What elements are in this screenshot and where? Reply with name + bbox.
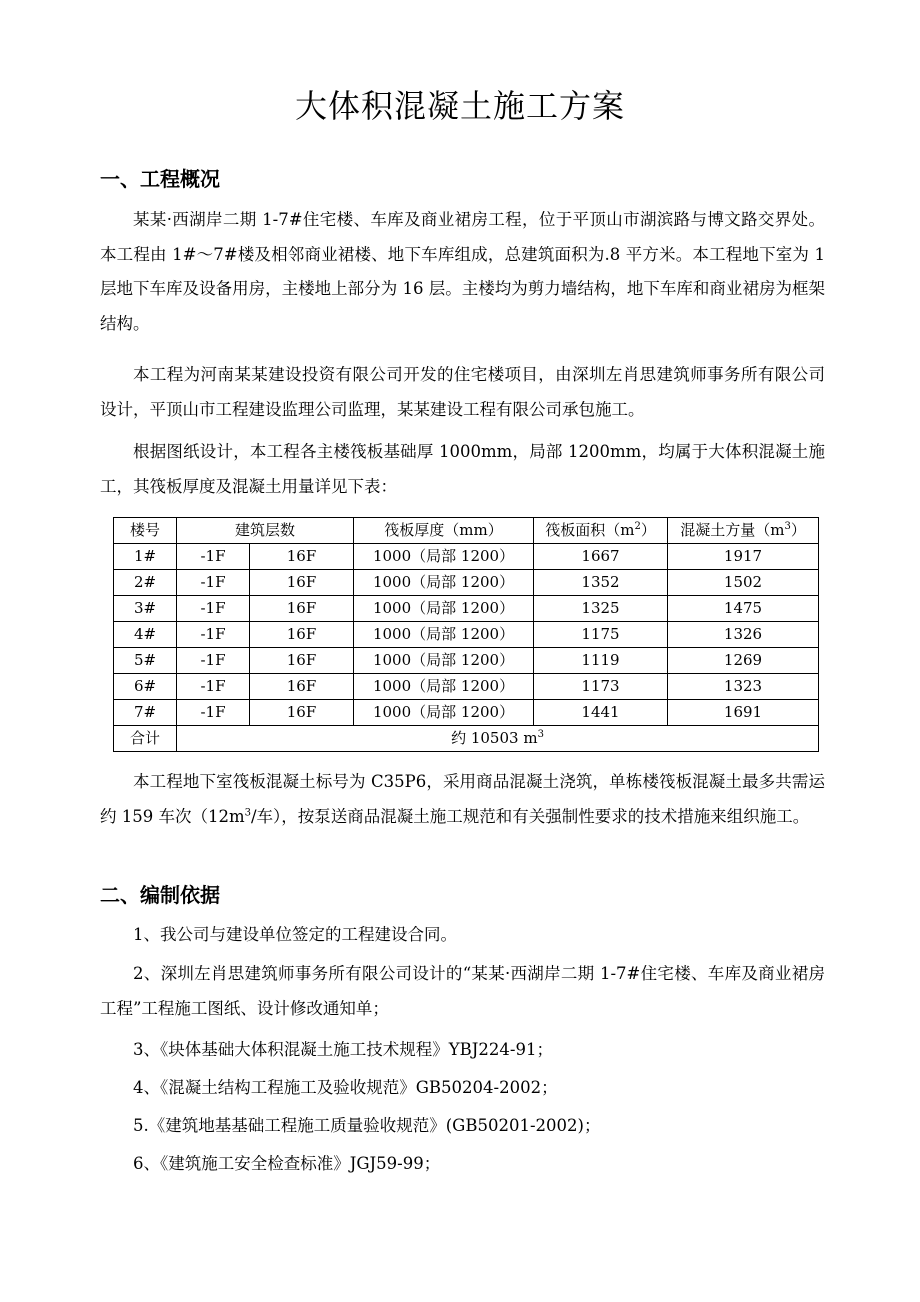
cell-area: 1175 xyxy=(534,622,668,648)
overview-paragraph-2 xyxy=(100,358,825,427)
document-title: 大体积混凝土施工方案 xyxy=(294,87,625,125)
basis-item-1: 1、我公司与建设单位签定的工程建设合同。 xyxy=(133,925,457,944)
basis-item-6: 6、《建筑施工安全检查标准》JGJ59-99； xyxy=(133,1154,441,1173)
overview-text-4-sup: 3 xyxy=(244,807,251,818)
cell-volume: 1323 xyxy=(668,674,819,700)
cell-building: 2# xyxy=(114,570,177,596)
total-value-sup: 3 xyxy=(537,729,544,740)
overview-paragraph-3 xyxy=(100,435,825,504)
cell-below: -1F xyxy=(177,544,250,570)
cell-below: -1F xyxy=(177,674,250,700)
cell-thickness: 1000（局部 1200） xyxy=(354,596,534,622)
total-value: 约 10503 m xyxy=(451,729,538,747)
cell-volume: 1502 xyxy=(668,570,819,596)
cell-volume: 1269 xyxy=(668,648,819,674)
overview-paragraph-1 xyxy=(100,203,825,341)
table-row xyxy=(114,544,819,570)
raft-spec-table xyxy=(113,517,819,752)
cell-below: -1F xyxy=(177,622,250,648)
cell-building: 5# xyxy=(114,648,177,674)
header-floors: 建筑层数 xyxy=(177,518,354,544)
cell-area: 1441 xyxy=(534,700,668,726)
basis-item-5: 5.《建筑地基基础工程施工质量验收规范》(GB50201-2002)； xyxy=(133,1116,601,1135)
cell-building: 1# xyxy=(114,544,177,570)
overview-text-4a: 本工程地下室筏板混凝土标号为 C35P6，采用商品混凝土浇筑，单栋楼筏板混凝土最多共需运约 159 车次（12m xyxy=(100,772,825,826)
cell-below: -1F xyxy=(177,570,250,596)
table-row xyxy=(114,700,819,726)
overview-paragraph-4 xyxy=(100,765,825,834)
total-label: 合计 xyxy=(114,726,177,752)
cell-building: 4# xyxy=(114,622,177,648)
table-row xyxy=(114,596,819,622)
header-area-close: ） xyxy=(640,521,656,539)
cell-above: 16F xyxy=(250,622,354,648)
table-row xyxy=(114,648,819,674)
header-building: 楼号 xyxy=(114,518,177,544)
cell-thickness: 1000（局部 1200） xyxy=(354,674,534,700)
cell-area: 1173 xyxy=(534,674,668,700)
overview-text-4 xyxy=(100,765,825,834)
cell-building: 7# xyxy=(114,700,177,726)
header-area-text: 筏板面积（m xyxy=(545,521,635,539)
cell-volume: 1326 xyxy=(668,622,819,648)
cell-below: -1F xyxy=(177,700,250,726)
cell-above: 16F xyxy=(250,570,354,596)
cell-below: -1F xyxy=(177,596,250,622)
section-heading-basis: 二、编制依据 xyxy=(100,883,220,907)
table-header-row xyxy=(114,518,819,544)
total-value-cell xyxy=(177,726,819,752)
cell-area: 1325 xyxy=(534,596,668,622)
cell-area: 1119 xyxy=(534,648,668,674)
cell-above: 16F xyxy=(250,544,354,570)
header-volume-close: ） xyxy=(790,521,806,539)
cell-below: -1F xyxy=(177,648,250,674)
table-row xyxy=(114,674,819,700)
cell-volume: 1917 xyxy=(668,544,819,570)
basis-item-2: 2、深圳左肖思建筑师事务所有限公司设计的“某某·西湖岸二期 1-7#住宅楼、车库及商业裙房工程”工程施工图纸、设计修改通知单； xyxy=(100,964,825,1018)
basis-item-2-block xyxy=(100,957,825,1026)
cell-area: 1667 xyxy=(534,544,668,570)
overview-text-2: 本工程为河南某某建设投资有限公司开发的住宅楼项目，由深圳左肖思建筑师事务所有限公司设计，平顶山市工程建设监理公司监理，某某建设工程有限公司承包施工。 xyxy=(100,365,825,419)
cell-thickness: 1000（局部 1200） xyxy=(354,622,534,648)
cell-above: 16F xyxy=(250,648,354,674)
cell-volume: 1475 xyxy=(668,596,819,622)
overview-text-4b: /车），按泵送商品混凝土施工规范和有关强制性要求的技术措施来组织施工。 xyxy=(251,806,810,826)
table-row xyxy=(114,570,819,596)
cell-building: 6# xyxy=(114,674,177,700)
header-thickness: 筏板厚度（mm） xyxy=(354,518,534,544)
basis-item-4: 4、《混凝土结构工程施工及验收规范》GB50204-2002； xyxy=(133,1078,558,1097)
cell-volume: 1691 xyxy=(668,700,819,726)
cell-thickness: 1000（局部 1200） xyxy=(354,648,534,674)
table-row xyxy=(114,622,819,648)
header-area xyxy=(534,518,668,544)
cell-above: 16F xyxy=(250,700,354,726)
overview-text-3: 根据图纸设计，本工程各主楼筏板基础厚 1000mm，局部 1200mm，均属于大体积混凝土施工，其筏板厚度及混凝土用量详见下表： xyxy=(100,442,825,496)
header-volume-sup: 3 xyxy=(784,521,791,532)
header-volume xyxy=(668,518,819,544)
header-volume-text: 混凝土方量（m xyxy=(680,521,785,539)
table-total-row xyxy=(114,726,819,752)
cell-thickness: 1000（局部 1200） xyxy=(354,570,534,596)
header-area-sup: 2 xyxy=(634,521,641,532)
section-heading-overview: 一、工程概况 xyxy=(100,167,220,191)
cell-above: 16F xyxy=(250,596,354,622)
cell-above: 16F xyxy=(250,674,354,700)
basis-item-3: 3、《块体基础大体积混凝土施工技术规程》YBJ224-91； xyxy=(133,1040,553,1059)
cell-building: 3# xyxy=(114,596,177,622)
overview-text-1: 某某·西湖岸二期 1-7#住宅楼、车库及商业裙房工程，位于平顶山市湖滨路与博文路交界处。本工程由 1#～7#楼及相邻商业裙楼、地下车库组成，总建筑面积为.8 平方米。本工程地下室为 1 层地下车库及设备用房，主楼地上部分为 16 层。主楼均为剪力墙结构，地下车库和商业裙房为框架结构。 xyxy=(100,210,825,333)
cell-thickness: 1000（局部 1200） xyxy=(354,544,534,570)
cell-thickness: 1000（局部 1200） xyxy=(354,700,534,726)
cell-area: 1352 xyxy=(534,570,668,596)
